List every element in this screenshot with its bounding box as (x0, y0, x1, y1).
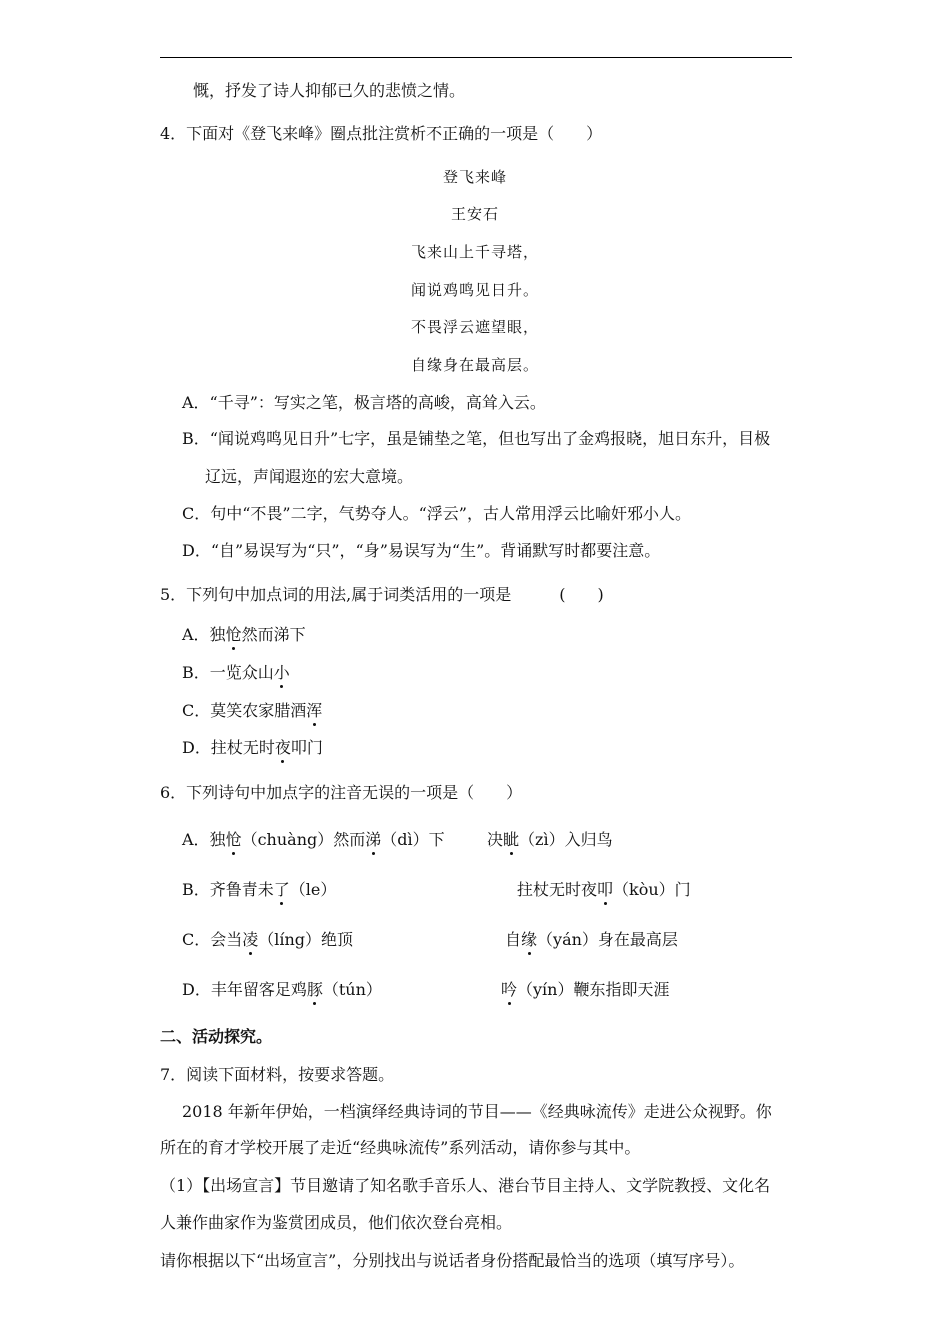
q7-stem: 7．阅读下面材料，按要求答题。 (160, 1065, 395, 1084)
q5-option-b: B．一览众山小 (182, 663, 290, 682)
dotted-char: 凌 (242, 930, 259, 949)
q7-instruction: 请你根据以下“出场宣言”，分别找出与说话者身份搭配最恰当的选项（填写序号）。 (160, 1251, 745, 1270)
dotted-char: 怆 (225, 625, 242, 644)
q6-option-d-right: 吟（yín）鞭东指即天涯 (501, 980, 670, 999)
q6-option-b-right: 拄杖无时夜叩（kòu）门 (517, 880, 691, 899)
q5-stem: 5．下列句中加点词的用法,属于词类活用的一项是 ( ) (160, 585, 604, 604)
q4-option-b-cont: 辽远，声闻遐迩的宏大意境。 (205, 467, 414, 486)
q6-option-d-left: D．丰年留客足鸡豚（tún） (182, 980, 382, 999)
poem-line-1: 飞来山上千寻塔， (410, 243, 539, 261)
q5-option-c: C．莫笑农家腊酒浑 (182, 701, 323, 720)
q7-paragraph-1: 2018 年新年伊始，一档演绎经典诗词的节目——《经典咏流传》走进公众视野。你 (182, 1102, 772, 1121)
dotted-char: 叩 (597, 880, 614, 899)
poem-line-4: 自缘身在最高层。 (410, 356, 539, 374)
q6-option-b-left: B．齐鲁青未了（le） (182, 880, 337, 899)
q4-option-a: A．“千寻”：写实之笔，极言塔的高峻，高耸入云。 (182, 393, 546, 412)
dotted-char: 涕 (365, 830, 382, 849)
dotted-char: 怆 (225, 830, 242, 849)
header-rule (160, 57, 792, 58)
dotted-char: 缘 (521, 930, 538, 949)
q6-option-a-right: 决眦（zì）入归鸟 (487, 830, 613, 849)
q7-paragraph-1-cont: 所在的育才学校开展了走近“经典咏流传”系列活动，请你参与其中。 (160, 1138, 641, 1157)
q7-sub-question-1-cont: 人兼作曲家作为鉴赏团成员，他们依次登台亮相。 (160, 1213, 513, 1232)
dotted-char: 吟 (501, 980, 518, 999)
poem-line-2: 闻说鸡鸣见日升。 (410, 281, 539, 299)
poem-line-3: 不畏浮云遮望眼， (410, 318, 539, 336)
dotted-char: 了 (273, 880, 290, 899)
q4-option-c: C．句中“不畏”二字，气势夺人。“浮云”，古人常用浮云比喻奸邪小人。 (182, 504, 691, 523)
q7-sub-question-1: （1）【出场宣言】节目邀请了知名歌手音乐人、港台节目主持人、文学院教授、文化名 (160, 1176, 771, 1195)
q6-option-a-left: A．独怆（chuàng）然而涕（dì）下 (182, 830, 445, 849)
dotted-char: 浑 (306, 701, 323, 720)
q4-stem: 4．下面对《登飞来峰》圈点批注赏析不正确的一项是（ ） (160, 124, 603, 143)
dotted-char: 眦 (503, 830, 520, 849)
q5-option-a: A．独怆然而涕下 (182, 625, 306, 644)
section-heading: 二、活动探究。 (160, 1027, 273, 1046)
dotted-char: 小 (273, 663, 290, 682)
q4-option-b: B．“闻说鸡鸣见日升”七字，虽是铺垫之笔，但也写出了金鸡报晓，旭日东升，目极 (182, 429, 771, 448)
q6-option-c-left: C．会当凌（líng）绝顶 (182, 930, 354, 949)
dotted-char: 夜 (274, 738, 291, 757)
q4-option-d: D．“自”易误写为“只”，“身”易误写为“生”。背诵默写时都要注意。 (182, 541, 661, 560)
q6-option-c-right: 自缘（yán）身在最高层 (505, 930, 678, 949)
intro-tail: 慨，抒发了诗人抑郁已久的悲愤之情。 (193, 81, 466, 100)
dotted-char: 豚 (306, 980, 323, 999)
poem-author: 王安石 (450, 205, 499, 223)
q5-option-d: D．拄杖无时夜叩门 (182, 738, 323, 757)
q6-stem: 6．下列诗句中加点字的注音无误的一项是（ ） (160, 783, 523, 802)
poem-title: 登飞来峰 (442, 168, 507, 186)
